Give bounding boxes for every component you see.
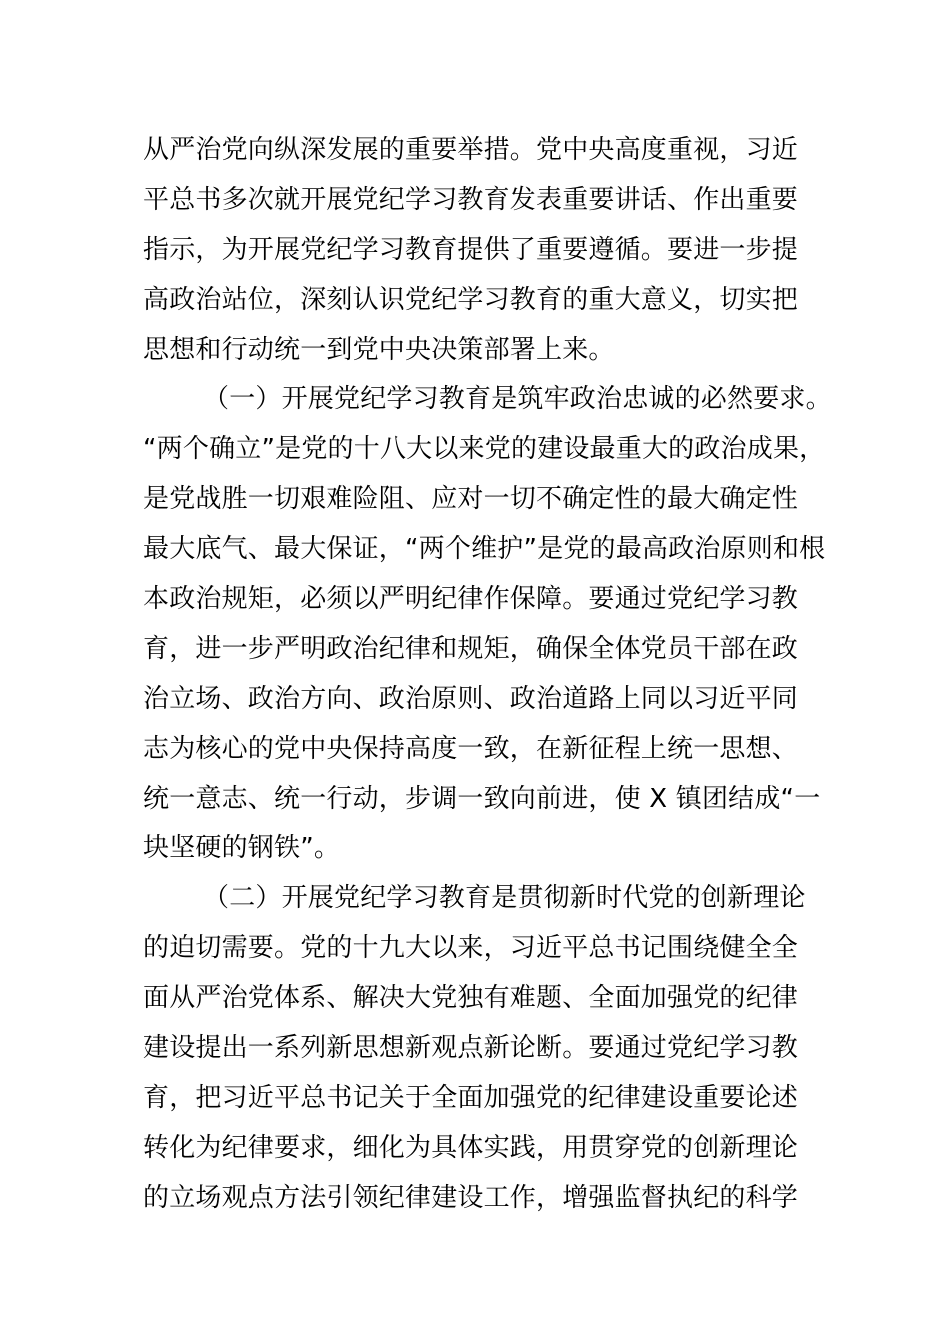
document-body [143, 126, 832, 1224]
text-line: 从严治党向纵深发展的重要举措。党中央高度重视，习近 [143, 135, 799, 165]
text-line: 块坚硬的钢铁”。 [143, 833, 341, 864]
text-line: 面从严治党体系、解决大党独有难题、全面加强党的纪律 [143, 983, 799, 1014]
text-line: 的迫切需要。党的十九大以来，习近平总书记围绕健全全 [143, 933, 799, 964]
text-line: 统一意志、统一行动，步调一致向前进，使 X 镇团结成“一 [143, 783, 821, 814]
text-line: 高政治站位，深刻认识党纪学习教育的重大意义，切实把 [143, 284, 799, 315]
text-line: 平总书多次就开展党纪学习教育发表重要讲话、作出重要 [143, 184, 799, 215]
text-line: 转化为纪律要求，细化为具体实践，用贯穿党的创新理论 [143, 1132, 799, 1163]
text-line: 治立场、政治方向、政治原则、政治道路上同以习近平同 [143, 683, 799, 714]
text-line: 志为核心的党中央保持高度一致，在新征程上统一思想、 [143, 733, 799, 764]
text-line: 是党战胜一切艰难险阻、应对一切不确定性的最大确定性 [143, 484, 799, 515]
text-line: 建设提出一系列新思想新观点新论断。要通过党纪学习教 [143, 1033, 799, 1064]
text-line: 本政治规矩，必须以严明纪律作保障。要通过党纪学习教 [143, 584, 799, 615]
text-line: 的立场观点方法引领纪律建设工作，增强监督执纪的科学 [143, 1182, 799, 1213]
section-heading-1: （一）开展党纪学习教育是筑牢政治忠诚的必然要求。 [203, 384, 832, 415]
text-line: 育，进一步严明政治纪律和规矩，确保全体党员干部在政 [143, 633, 799, 664]
text-line: 最大底气、最大保证，“两个维护”是党的最高政治原则和根 [143, 534, 826, 565]
section-heading-2: （二）开展党纪学习教育是贯彻新时代党的创新理论 [203, 883, 806, 914]
text-line: 指示，为开展党纪学习教育提供了重要遵循。要进一步提 [143, 234, 799, 265]
text-line: 思想和行动统一到党中央决策部署上来。 [143, 334, 615, 365]
text-line: 育，把习近平总书记关于全面加强党的纪律建设重要论述 [143, 1082, 799, 1113]
text-line: “两个确立”是党的十八大以来党的建设最重大的政治成果， [143, 434, 826, 465]
